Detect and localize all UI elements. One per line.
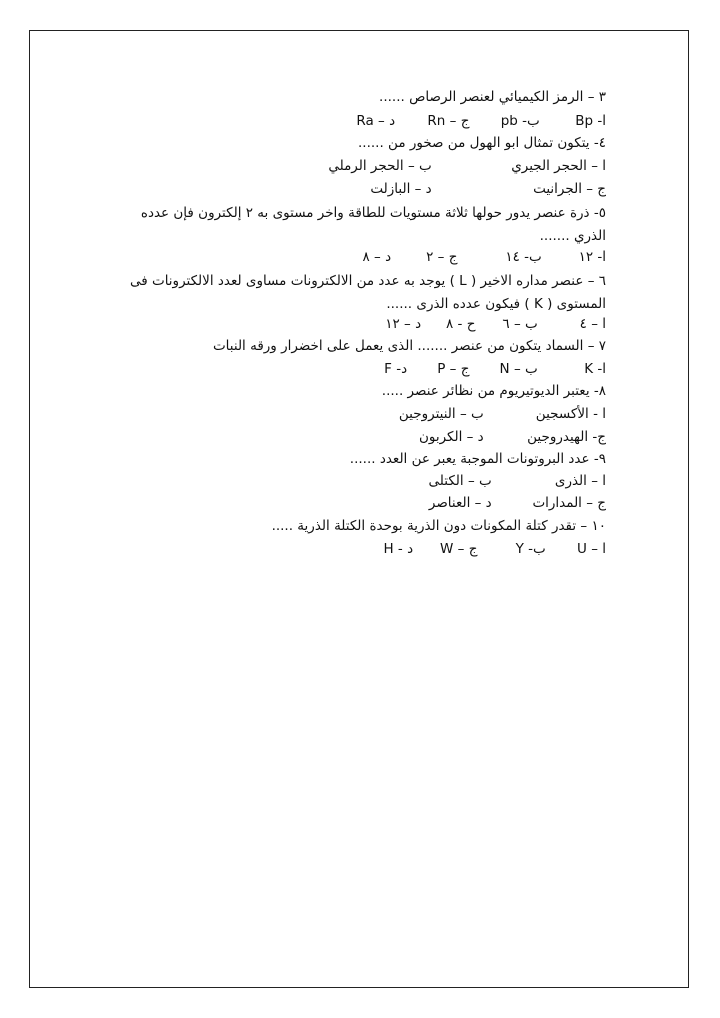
- option-a: ا – ٤: [579, 316, 606, 332]
- question-7-options: [384, 360, 606, 378]
- option-a: ا- K: [584, 361, 606, 377]
- option-b: ب – الكتلى: [428, 473, 492, 489]
- option-d: د – Ra: [356, 113, 396, 129]
- option-d: د - H: [383, 541, 414, 557]
- option-d: د – البازلت: [370, 181, 432, 197]
- option-b: ب- ١٤: [505, 249, 542, 265]
- option-c: ج – W: [440, 541, 478, 557]
- option-a: ا – U: [577, 541, 606, 557]
- option-c: ج – المدارات: [532, 495, 606, 511]
- question-3: ٣ – الرمز الكيميائي لعنصر الرصاص ......: [379, 89, 606, 105]
- option-b: ب – النيتروجين: [398, 406, 484, 422]
- question-8-options-row1: [399, 405, 606, 423]
- question-4-options-row1: [328, 157, 606, 175]
- question-5: ٥- ذرة عنصر يدور حولها ثلاثة مستويات للطاقة واخر مستوى به ٢ إلكترون فإن عدده الذري .......: [140, 205, 606, 244]
- question-9: ٩- عدد البروتونات الموجبة يعبر عن العدد ......: [349, 451, 606, 467]
- option-d: د- F: [384, 361, 408, 377]
- question-9-options-row1: [429, 472, 606, 490]
- question-7: ٧ – السماد يتكون من عنصر ....... الذى يعمل على اخضرار ورقه النبات: [212, 338, 606, 354]
- option-b: ب – N: [499, 361, 538, 377]
- option-a: ا – الحجر الجيري: [511, 158, 606, 174]
- question-3-options: [356, 112, 606, 130]
- question-8-options-row2: [419, 428, 606, 446]
- option-c: ج- الهيدروجين: [527, 429, 606, 445]
- option-a: ا - الأكسجين: [535, 406, 606, 422]
- option-d: د – الكربون: [418, 429, 484, 445]
- question-8: ٨- يعتبر الديوتيريوم من نظائر عنصر .....: [381, 383, 606, 399]
- question-9-options-row2: [429, 494, 606, 512]
- option-a: ا- ١٢: [578, 249, 606, 265]
- question-5-options: [362, 248, 606, 266]
- question-4-options-row2: [370, 180, 606, 198]
- option-d: د – العناصر: [428, 495, 492, 511]
- option-d: د – ٨: [362, 249, 392, 265]
- question-10: ١٠ – تقدر كتلة المكونات دون الذرية بوحدة الكتلة الذرية .....: [271, 518, 606, 534]
- option-c: ح - ٨: [445, 316, 476, 332]
- question-6: ٦ – عنصر مداره الاخير ( L ) يوجد به عدد من الالكترونات مساوى لعدد الالكترونات فى المستوى ( K ) فيكون عدده الذرى ......: [129, 273, 606, 312]
- option-b: ب – الحجر الرملي: [328, 158, 432, 174]
- option-d: د – ١٢: [385, 316, 422, 332]
- option-c: ج – ٢: [426, 249, 458, 265]
- option-c: ج – P: [437, 361, 470, 377]
- question-4: ٤- يتكون تمثال ابو الهول من صخور من ......: [358, 135, 606, 151]
- question-10-options: [383, 540, 606, 558]
- option-b: ب – ٦: [502, 316, 538, 332]
- option-a: ا- Bp: [575, 113, 606, 129]
- option-b: ب- pb: [500, 113, 540, 129]
- option-c: ج – الجرانيت: [533, 181, 606, 197]
- option-b: ب- Y: [515, 541, 546, 557]
- option-a: ا – الذرى: [554, 473, 606, 489]
- option-c: ج – Rn: [427, 113, 470, 129]
- question-6-options: [385, 315, 606, 333]
